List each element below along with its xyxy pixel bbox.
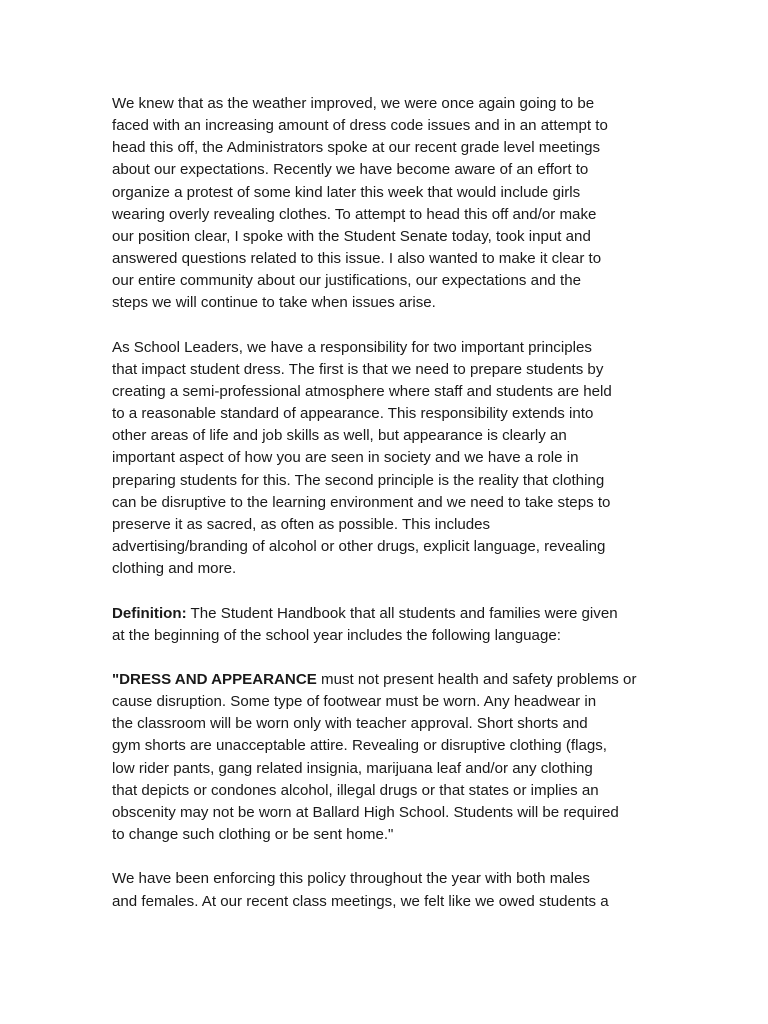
text-line: to change such clothing or be sent home." [112, 826, 394, 844]
text-line: obscenity may not be worn at Ballard High School. Students will be required [112, 803, 619, 821]
text-line [112, 669, 657, 691]
text-line: advertising/branding of alcohol or other drugs, explicit language, revealing [112, 538, 606, 556]
text-line: about our expectations. Recently we have become aware of an effort to [112, 161, 589, 179]
text-line: head this off, the Administrators spoke at our recent grade level meetings [112, 139, 601, 157]
paragraph-enforcement [112, 868, 657, 912]
text-line: We have been enforcing this policy throughout the year with both males [112, 870, 590, 888]
text-line: to a reasonable standard of appearance. This responsibility extends into [112, 405, 594, 423]
paragraph-definition [112, 603, 657, 647]
text-line: low rider pants, gang related insignia, marijuana leaf and/or any clothing [112, 759, 593, 777]
text-line: steps we will continue to take when issues arise. [112, 294, 436, 312]
text-line [112, 603, 657, 625]
text-line: that depicts or condones alcohol, illegal drugs or that states or implies an [112, 781, 599, 799]
text-line: our position clear, I spoke with the Student Senate today, took input and [112, 227, 591, 245]
definition-text: The Student Handbook that all students and families were given [186, 604, 618, 622]
text-line: at the beginning of the school year includes the following language: [112, 626, 561, 644]
text-line: creating a semi-professional atmosphere where staff and students are held [112, 383, 612, 401]
quote-heading: "DRESS AND APPEARANCE [112, 671, 317, 689]
text-line: important aspect of how you are seen in society and we have a role in [112, 449, 579, 467]
text-line: wearing overly revealing clothes. To attempt to head this off and/or make [112, 205, 597, 223]
text-line: organize a protest of some kind later this week that would include girls [112, 183, 581, 201]
quote-text: must not present health and safety problems or [316, 671, 637, 689]
text-line: faced with an increasing amount of dress code issues and in an attempt to [112, 117, 608, 135]
text-line: other areas of life and job skills as well, but appearance is clearly an [112, 427, 567, 445]
paragraph-intro [112, 93, 657, 315]
definition-label: Definition: [112, 604, 187, 622]
text-line: clothing and more. [112, 560, 237, 578]
text-line: can be disruptive to the learning environment and we need to take steps to [112, 493, 611, 511]
text-line: and females. At our recent class meetings, we felt like we owed students a [112, 892, 609, 910]
text-line: preparing students for this. The second principle is the reality that clothing [112, 471, 605, 489]
text-line: our entire community about our justifications, our expectations and the [112, 272, 582, 290]
paragraph-handbook-quote [112, 669, 657, 846]
text-line: the classroom will be worn only with teacher approval. Short shorts and [112, 715, 588, 733]
text-line: cause disruption. Some type of footwear must be worn. Any headwear in [112, 693, 597, 711]
text-line: We knew that as the weather improved, we were once again going to be [112, 95, 595, 112]
document-body [112, 93, 657, 935]
text-line: preserve it as sacred, as often as possible. This includes [112, 515, 491, 533]
paragraph-principles [112, 337, 657, 581]
text-line: gym shorts are unacceptable attire. Revealing or disruptive clothing (flags, [112, 737, 607, 755]
text-line: As School Leaders, we have a responsibility for two important principles [112, 338, 592, 356]
text-line: answered questions related to this issue. I also wanted to make it clear to [112, 250, 602, 268]
text-line: that impact student dress. The first is that we need to prepare students by [112, 360, 604, 378]
